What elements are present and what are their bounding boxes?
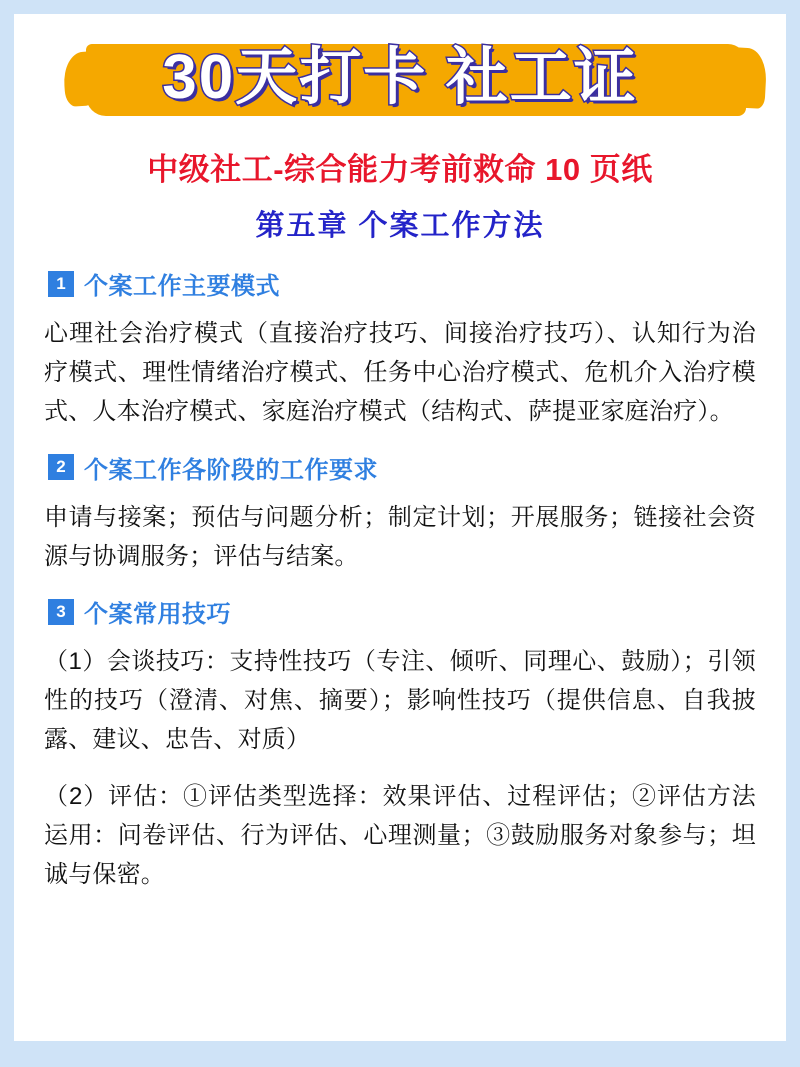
section-3-paragraph-1: （1）会谈技巧：支持性技巧（专注、倾听、同理心、鼓励）；引领性的技巧（澄清、对焦、摘要）；影响性技巧（提供信息、自我披露、建议、忠告、对质） — [44, 648, 756, 754]
banner-main-title: 30天打卡 — [162, 43, 428, 112]
note-card — [14, 14, 786, 1041]
chapter-title: 第五章 个案工作方法 — [255, 210, 545, 242]
section-header-3 — [48, 594, 760, 629]
section-1-paragraph-1: 心理社会治疗模式（直接治疗技巧、间接治疗技巧）、认知行为治疗模式、理性情绪治疗模式、任务中心治疗模式、危机介入治疗模式、人本治疗模式、家庭治疗模式（结构式、萨提亚家庭治疗）。 — [44, 320, 756, 425]
section-number-badge: 2 — [48, 454, 74, 480]
banner-sub-title: 社工证 — [445, 43, 638, 112]
headline: 中级社工-综合能力考前救命 10 页纸 — [147, 152, 653, 187]
section-header-1 — [48, 266, 760, 301]
section-title: 个案常用技巧 — [84, 601, 231, 629]
section-header-2 — [48, 450, 760, 485]
section-number-badge: 3 — [48, 599, 74, 625]
section-title: 个案工作主要模式 — [84, 273, 280, 300]
section-2-paragraph-1: 申请与接案；预估与问题分析；制定计划；开展服务；链接社会资源与协调服务；评估与结案。 — [44, 503, 756, 570]
section-title: 个案工作各阶段的工作要求 — [84, 456, 378, 484]
section-number-badge: 1 — [48, 271, 74, 297]
title-banner — [40, 30, 760, 126]
banner-text — [40, 30, 760, 142]
section-3-paragraph-2: （2）评估：①评估类型选择：效果评估、过程评估；②评估方法运用：问卷评估、行为评估、心理测量；③鼓励服务对象参与；坦诚与保密。 — [44, 783, 756, 888]
